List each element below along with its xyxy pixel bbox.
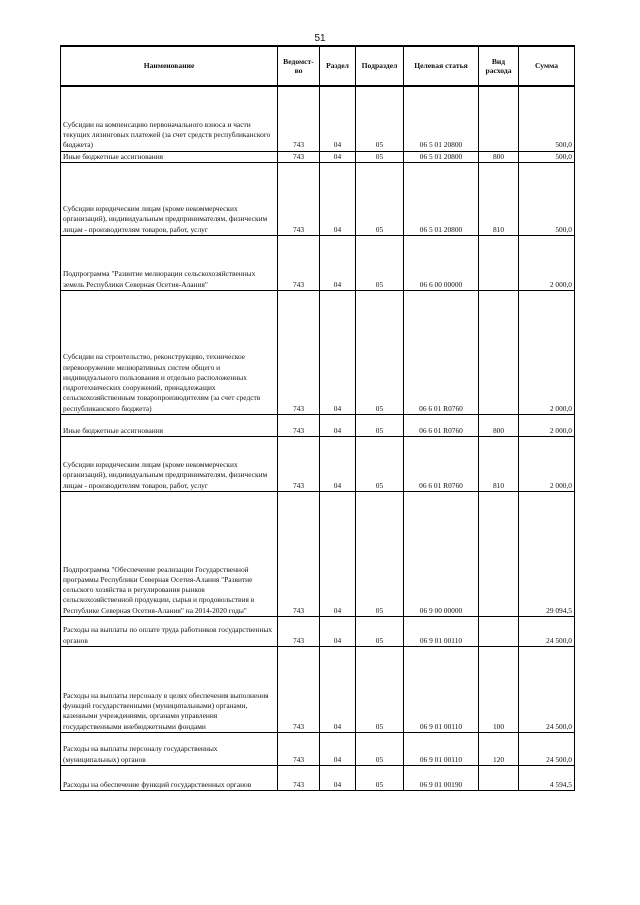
- cell-subsection: 05: [356, 646, 404, 732]
- table-row: [61, 86, 575, 151]
- cell-type: [479, 491, 519, 616]
- cell-subsection: 05: [356, 235, 404, 290]
- cell-target: 06 9 01 00110: [404, 646, 479, 732]
- cell-subsection: 05: [356, 414, 404, 436]
- table-row: [61, 290, 575, 414]
- header-target: Целевая статья: [404, 46, 479, 86]
- cell-target: 06 9 01 00110: [404, 732, 479, 765]
- cell-dept: 743: [278, 151, 320, 162]
- cell-target: 06 6 01 R0760: [404, 436, 479, 491]
- cell-dept: 743: [278, 86, 320, 151]
- cell-type: 800: [479, 151, 519, 162]
- cell-sum: 24 500,0: [519, 732, 575, 765]
- cell-subsection: 05: [356, 162, 404, 235]
- cell-sum: 4 594,5: [519, 765, 575, 790]
- cell-sum: 29 094,5: [519, 491, 575, 616]
- cell-section: 04: [320, 765, 356, 790]
- cell-sum: 500,0: [519, 162, 575, 235]
- header-name: Наименование: [61, 46, 278, 86]
- cell-target: 06 5 01 20800: [404, 151, 479, 162]
- cell-type: 810: [479, 162, 519, 235]
- cell-subsection: 05: [356, 765, 404, 790]
- cell-dept: 743: [278, 732, 320, 765]
- header-subsection: Подраздел: [356, 46, 404, 86]
- cell-target: 06 5 01 20800: [404, 162, 479, 235]
- cell-target: 06 9 00 00000: [404, 491, 479, 616]
- table-row: [61, 765, 575, 790]
- cell-dept: 743: [278, 290, 320, 414]
- cell-target: 06 5 01 20800: [404, 86, 479, 151]
- cell-dept: 743: [278, 162, 320, 235]
- header-dept: Ведомст-во: [278, 46, 320, 86]
- cell-sum: 2 000,0: [519, 290, 575, 414]
- cell-name: Подпрограмма "Развитие мелиорации сельскохозяйственных земель Республики Северная Осетия-Алания": [61, 235, 278, 290]
- cell-section: 04: [320, 290, 356, 414]
- cell-name: Подпрограмма "Обеспечение реализации Государственной программы Республики Северная Осетия-Алания "Развитие сельского хозяйства и регулирования рынков сельскохозяйственной продукции, сырья и продовольствия в Республике Северная Осетия-Алания" на 2014-2020 годы": [61, 491, 278, 616]
- cell-section: 04: [320, 151, 356, 162]
- cell-section: 04: [320, 646, 356, 732]
- cell-type: [479, 765, 519, 790]
- cell-section: 04: [320, 235, 356, 290]
- cell-section: 04: [320, 732, 356, 765]
- cell-dept: 743: [278, 436, 320, 491]
- cell-subsection: 05: [356, 436, 404, 491]
- cell-dept: 743: [278, 616, 320, 646]
- cell-section: 04: [320, 616, 356, 646]
- cell-target: 06 6 00 00000: [404, 235, 479, 290]
- budget-table: [60, 45, 575, 791]
- cell-sum: 2 000,0: [519, 414, 575, 436]
- table-row: [61, 151, 575, 162]
- table-header-row: [61, 46, 575, 86]
- cell-dept: 743: [278, 414, 320, 436]
- cell-name: Расходы на выплаты персоналу в целях обеспечения выполнения функций государственными (муниципальными) органами, казенными учреждениями, органами управления государственными внебюджетными фондами: [61, 646, 278, 732]
- cell-type: [479, 616, 519, 646]
- page-number: 51: [314, 33, 326, 44]
- cell-target: 06 6 01 R0760: [404, 290, 479, 414]
- cell-name: Расходы на выплаты по оплате труда работников государственных органов: [61, 616, 278, 646]
- header-sum: Сумма: [519, 46, 575, 86]
- cell-type: 100: [479, 646, 519, 732]
- cell-name: Субсидии юридическим лицам (кроме некоммерческих организаций), индивидуальным предпринимателям, физическим лицам - производителям товаров, работ, услуг: [61, 436, 278, 491]
- cell-subsection: 05: [356, 732, 404, 765]
- cell-target: 06 9 01 00110: [404, 616, 479, 646]
- cell-type: [479, 235, 519, 290]
- cell-name: Субсидии юридическим лицам (кроме некоммерческих организаций), индивидуальным предпринимателям, физическим лицам - производителям товаров, работ, услуг: [61, 162, 278, 235]
- cell-name: Расходы на выплаты персоналу государственных (муниципальных) органов: [61, 732, 278, 765]
- cell-sum: 24 500,0: [519, 616, 575, 646]
- table-row: [61, 235, 575, 290]
- table-row: [61, 732, 575, 765]
- cell-section: 04: [320, 86, 356, 151]
- cell-type: [479, 86, 519, 151]
- cell-subsection: 05: [356, 616, 404, 646]
- cell-section: 04: [320, 162, 356, 235]
- cell-target: 06 6 01 R0760: [404, 414, 479, 436]
- header-section: Раздел: [320, 46, 356, 86]
- cell-name: Иные бюджетные ассигнования: [61, 414, 278, 436]
- table-row: [61, 491, 575, 616]
- cell-type: 120: [479, 732, 519, 765]
- cell-subsection: 05: [356, 491, 404, 616]
- table-row: [61, 436, 575, 491]
- table-row: [61, 414, 575, 436]
- cell-sum: 2 000,0: [519, 436, 575, 491]
- header-type: Вид расхода: [479, 46, 519, 86]
- cell-subsection: 05: [356, 151, 404, 162]
- cell-subsection: 05: [356, 86, 404, 151]
- cell-dept: 743: [278, 765, 320, 790]
- cell-subsection: 05: [356, 290, 404, 414]
- cell-name: Иные бюджетные ассигнования: [61, 151, 278, 162]
- cell-section: 04: [320, 414, 356, 436]
- cell-section: 04: [320, 491, 356, 616]
- table-row: [61, 616, 575, 646]
- cell-target: 06 9 01 00190: [404, 765, 479, 790]
- cell-sum: 24 500,0: [519, 646, 575, 732]
- cell-type: 800: [479, 414, 519, 436]
- cell-name: Субсидии на строительство, реконструкцию, техническое перевооружение мелиоративных систем общего и индивидуального пользования и отдельно расположенных гидротехнических сооружений, принадлежащих сельскохозяйственным товаропроизводителям (за счет средств республиканского бюджета): [61, 290, 278, 414]
- cell-type: 810: [479, 436, 519, 491]
- cell-dept: 743: [278, 491, 320, 616]
- cell-sum: 500,0: [519, 86, 575, 151]
- cell-name: Расходы на обеспечение функций государственных органов: [61, 765, 278, 790]
- cell-section: 04: [320, 436, 356, 491]
- table-row: [61, 162, 575, 235]
- cell-type: [479, 290, 519, 414]
- cell-name: Субсидии на компенсацию первоначального взноса и части текущих лизинговых платежей (за счет средств республиканского бюджета): [61, 86, 278, 151]
- cell-sum: 500,0: [519, 151, 575, 162]
- cell-dept: 743: [278, 646, 320, 732]
- cell-sum: 2 000,0: [519, 235, 575, 290]
- cell-dept: 743: [278, 235, 320, 290]
- table-row: [61, 646, 575, 732]
